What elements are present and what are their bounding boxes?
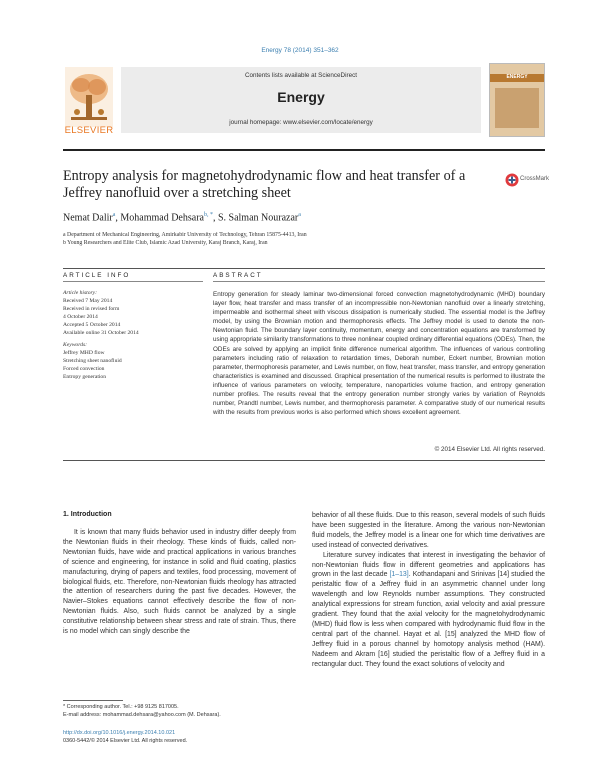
abstract-heading: ABSTRACT	[213, 272, 263, 279]
body-column-left	[63, 528, 296, 637]
cover-image	[495, 88, 539, 128]
journal-reference[interactable]: Energy 78 (2014) 351–362	[261, 47, 339, 54]
section-heading-introduction: 1. Introduction	[63, 511, 112, 518]
history-item: Received 7 May 2014	[63, 298, 113, 304]
journal-header-panel	[121, 67, 481, 133]
affiliation-line: a Department of Mechanical Engineering, Amirkabir University of Technology, Tehran 15875-4413, Iran	[63, 232, 307, 238]
author-affiliation-mark: a	[112, 212, 116, 218]
doi-link[interactable]: http://dx.doi.org/10.1016/j.energy.2014.10.021	[63, 730, 176, 736]
issn-line: 0360-5442/© 2014 Elsevier Ltd. All rights reserved.	[63, 738, 188, 744]
body-paragraph	[312, 551, 545, 670]
footnote-email[interactable]: E-mail address: mohammad.dehsara@yahoo.com (M. Dehsara).	[63, 712, 221, 718]
abstract-copyright: © 2014 Elsevier Ltd. All rights reserved.	[434, 446, 545, 453]
keyword-item: Stretching sheet nanofluid	[63, 358, 122, 364]
keyword-item: Forced convection	[63, 366, 105, 372]
elsevier-tree-logo-icon	[63, 65, 115, 129]
body-column-right	[312, 511, 545, 670]
body-paragraph: It is known that many fluids behavior used in industry differ deeply from the Newtonian fluids in their rheology. These kinds of fluids, called non-Newtonian fluids, have wide and practical applications in various branches of science and engineering, for instance in solid and fluid coating, plastics manufacturing, drying of papers and textiles, food processing, movement of biological fluids, etc. Therefore, non-Newtonian fluids rheology has attracted the attention of researchers during the past five decades. However, the Navier–Stokes equations cannot effectively describe the flow of non-Newtonian fluids. Also, such fluids cannot be analyzed by a single constitutive relationship between shear stress and rate of strain. Thus, there is no model which can singly describe the	[63, 529, 296, 636]
journal-cover-thumbnail	[489, 63, 545, 137]
journal-masthead	[63, 61, 545, 141]
author-name[interactable]: Nemat Dalir	[63, 212, 113, 224]
journal-homepage-line[interactable]: journal homepage: www.elsevier.com/locate/energy	[229, 119, 373, 126]
crossmark-badge[interactable]	[505, 173, 550, 193]
keyword-item: Jeffrey MHD flow	[63, 350, 105, 356]
abstract-end-rule	[63, 460, 545, 461]
history-label: Article history:	[63, 290, 98, 296]
crossmark-icon	[505, 173, 519, 187]
body-paragraph: behavior of all these fluids. Due to this reason, several models of such fluids have been suggested in the literature. Among the various non-Newtonian fluid models, the Jeffrey model is a linear one for which time derivatives are used instead of convected derivatives.	[312, 512, 545, 549]
article-title: Entropy analysis for magnetohydrodynamic flow and heat transfer of a Jeffrey nanofluid over a stretching sheet	[63, 168, 466, 201]
footnote-corresponding-author: * Corresponding author. Tel.: +98 9125 817005.	[63, 704, 179, 710]
affiliation-line: b Young Researchers and Elite Club, Islamic Azad University, Karaj Branch, Karaj, Iran	[63, 240, 268, 246]
abstract-text: Entropy generation for steady laminar two-dimensional forced convection magnetohydrodynamic (MHD) boundary layer flow, heat transfer and mass transfer of an incompressible non-Newtonian nanofluid over a linearly stretching, impermeable and isothermal sheet with viscous dissipation is numerically studied. The essential model is the Jeffrey model, by using the Brownian motion and thermophoresis effects. The Jeffrey model is used to denote the non-Newtonian fluid. The boundary layer continuity, momentum, energy and concentration equations are transformed by using appropriate similarity transformations to three nonlinear coupled ordinary differential equations (ODEs). Then, the ODEs are solved by applying an implicit finite difference numerical algorithm. The influences of various controlling parameters including ratio of relaxation to retardation times, Deborah number, Eckert number, Brownian motion parameter, thermophoresis parameter, and Lewis number, on flow, heat transfer, mass transfer, and entropy generation characteristics is examined and discussed. Graphical presentation of the numerical results is performed to illustrate the influence of various parameters on velocity, temperature, nanoparticles volume fraction, and entropy generation number profiles. The results reveal that the entropy generation number strongly varies by variation of Reynolds number, Prandtl number, Lewis number, and thermophoresis parameter. A comparative study of our numerical results with the results from previous works is also performed which shows excellent agreement.	[213, 291, 545, 417]
citation-link[interactable]: [1–13]	[389, 571, 409, 579]
publisher-name: ELSEVIER	[64, 125, 114, 136]
paragraph-text: . Kothandapani and Srinivas [14] studied the peristaltic flow of a Jeffrey fluid in an asymmetric channel under long wavelength and low Reynolds number assumptions. They constructed analytical expressions for stream function, axial velocity and axial pressure gradient. They found that the axial velocity for the magnetohydrodynamic (MHD) fluid flow is less when compared with hydrodynamic fluid flow in the central part of the channel. Hayat et al. [15] analyzed the MHD flow of Jeffrey fluid in a porous channel by homotopy analysis method (HAM). Nadeem and Akram [16] studied the peristaltic flow of a Jeffrey fluid in a rectangular duct. They found the exact solutions of velocity and	[312, 571, 545, 668]
header-rule	[63, 149, 545, 151]
author-list: Nemat Dalir$^a$, Mohammad Dehsara$^{b, *}$, S. Salman Nourazar$^a$	[63, 212, 301, 224]
journal-title: Energy	[277, 89, 325, 105]
author-name[interactable]: S. Salman Nourazar	[217, 212, 299, 224]
crossmark-label: CrossMark	[520, 176, 550, 182]
keywords-label: Keywords:	[63, 342, 88, 348]
footnote-rule	[63, 700, 123, 701]
keyword-item: Entropy generation	[63, 374, 107, 380]
history-item: Accepted 5 October 2014	[63, 322, 121, 328]
history-item: Received in revised form	[63, 306, 120, 312]
article-info-subrule	[63, 281, 203, 282]
cover-title: ENERGY	[506, 74, 528, 80]
abstract-subrule	[213, 281, 545, 282]
history-item: 4 October 2014	[63, 314, 98, 320]
contents-available-line[interactable]: Contents lists available at ScienceDirect	[245, 72, 357, 79]
author-affiliation-mark: b, *	[203, 212, 213, 218]
article-info-heading: ARTICLE INFO	[63, 272, 131, 279]
article-info-rule	[63, 268, 545, 269]
author-name[interactable]: Mohammad Dehsara	[120, 212, 204, 224]
author-affiliation-mark: a	[298, 212, 301, 218]
history-item: Available online 31 October 2014	[63, 330, 139, 336]
paragraph-text: Literature survey indicates that interest in investigating the behavior of non-Newtonian fluids flow in different geometries and applications has grown in the last decade	[312, 551, 545, 579]
